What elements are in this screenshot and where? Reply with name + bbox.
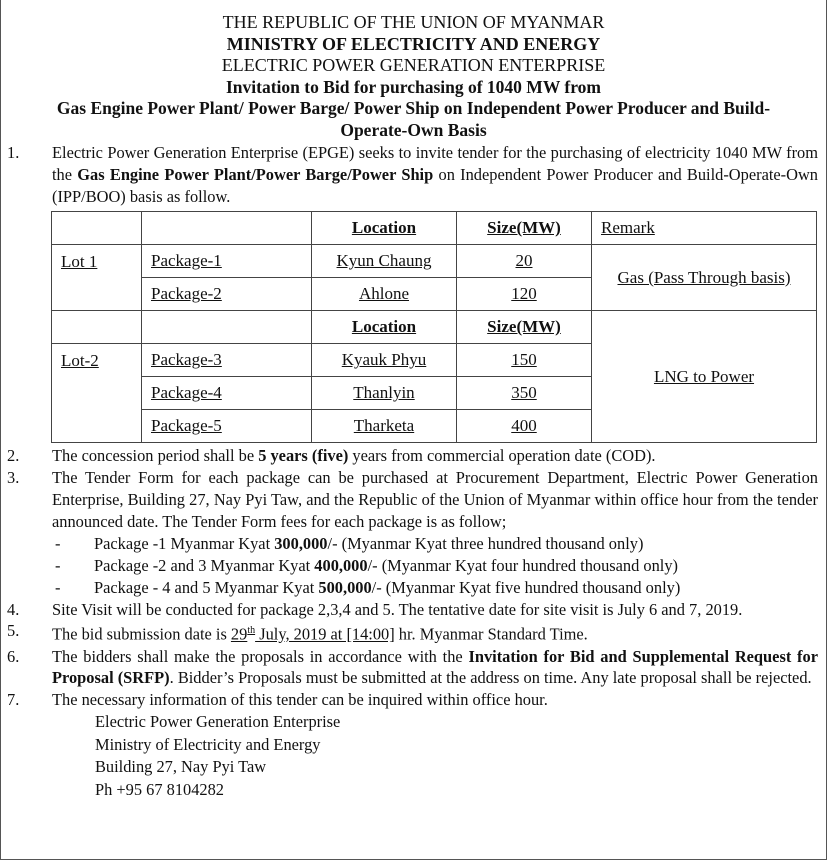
package-name: Package-4	[142, 377, 312, 410]
package-location: Tharketa	[312, 410, 457, 443]
item-text: Electric Power Generation Enterprise (EPGE) seeks to invite tender for the purchasing of electricity 1040 MW from the	[52, 143, 818, 184]
header-title-3: Operate-Own Basis	[340, 119, 487, 140]
item-text: The bidders shall make the proposals in accordance with the	[52, 646, 469, 666]
remark-lng: LNG to Power	[592, 311, 817, 443]
item-text: Site Visit will be conducted for package 2,3,4 and 5. The tentative date for site visit is July 6 and 7, 2019.	[52, 599, 743, 619]
item-number: 4.	[7, 599, 20, 619]
phone-number: Ph +95 67 8104282	[95, 779, 224, 799]
table-cell	[142, 212, 312, 245]
item-bold: Gas Engine Power Plant/Power Barge/Power Ship	[77, 164, 434, 184]
item-text: The Tender Form for each package can be purchased at Procurement Department, Electric Power Generation Enterprise, Building 27, Nay Pyi Taw, and the Republic of the Union of Myanmar within office hour from the tender announced date. The Tender Form fees for each package is as follow;	[52, 468, 818, 531]
fee-dash: -	[55, 577, 61, 597]
item-bold: Invitation for Bid and Supplemental Request for Proposal (SRFP)	[52, 646, 818, 688]
size-header: Size(MW)	[457, 311, 592, 344]
fee-amount: 400,000	[314, 555, 368, 575]
fee-item	[1, 577, 826, 599]
fee-dash: -	[55, 555, 61, 575]
item-text: hr. Myanmar Standard Time.	[394, 624, 588, 644]
package-name: Package-3	[142, 344, 312, 377]
item-text: The concession period shall be	[52, 446, 259, 466]
item-text: on Independent Power Producer and Build-Operate-Own (IPP/BOO) basis as follow.	[52, 164, 819, 206]
header-republic: THE REPUBLIC OF THE UNION OF MYANMAR	[222, 12, 605, 32]
bid-date-suffix: th	[247, 625, 256, 637]
package-size: 150	[457, 344, 592, 377]
table-header-row	[52, 311, 817, 344]
bid-date-day: 29	[230, 624, 248, 644]
item-text: The bid submission date is	[52, 624, 231, 644]
fee-text: /- (Myanmar Kyat five hundred thousand only)	[371, 577, 681, 597]
item-number: 2.	[7, 446, 20, 466]
package-name: Package-2	[142, 278, 312, 311]
package-location: Kyun Chaung	[312, 245, 457, 278]
header-enterprise: ELECTRIC POWER GENERATION ENTERPRISE	[221, 55, 606, 75]
address-line: Building 27, Nay Pyi Taw	[95, 757, 267, 777]
fee-text: /- (Myanmar Kyat three hundred thousand only)	[327, 533, 644, 553]
package-size: 350	[457, 377, 592, 410]
package-name: Package-1	[142, 245, 312, 278]
package-size: 120	[457, 278, 592, 311]
fee-text: Package - 4 and 5 Myanmar Kyat	[94, 577, 319, 597]
size-header: Size(MW)	[457, 212, 592, 245]
fee-amount: 500,000	[318, 577, 372, 597]
package-name: Package-5	[142, 410, 312, 443]
table-row	[52, 245, 817, 278]
fee-dash: -	[55, 533, 61, 553]
table-cell	[52, 212, 142, 245]
package-location: Thanlyin	[312, 377, 457, 410]
bid-date: July, 2019 at [14:00]	[255, 624, 395, 644]
remark-header: Remark	[592, 212, 817, 245]
item-6	[1, 646, 826, 690]
lot-label: Lot 1	[52, 245, 142, 311]
address-line: Ministry of Electricity and Energy	[95, 734, 321, 754]
lot-label: Lot-2	[52, 344, 142, 443]
item-7	[1, 689, 826, 711]
item-number: 6.	[7, 646, 20, 666]
fee-item	[1, 555, 826, 577]
package-table	[51, 211, 817, 443]
fee-text: /- (Myanmar Kyat four hundred thousand only)	[367, 555, 679, 575]
item-number: 5.	[7, 621, 20, 641]
address-line: Electric Power Generation Enterprise	[95, 712, 341, 732]
fee-item	[1, 533, 826, 555]
remark-gas: Gas (Pass Through basis)	[592, 245, 817, 311]
fee-text: Package -2 and 3 Myanmar Kyat	[94, 555, 315, 575]
notice-header	[1, 0, 826, 141]
location-header: Location	[312, 311, 457, 344]
item-number: 3.	[7, 468, 20, 488]
package-location: Kyauk Phyu	[312, 344, 457, 377]
contact-address	[95, 711, 826, 801]
item-4	[1, 599, 826, 621]
header-ministry: MINISTRY OF ELECTRICITY AND ENERGY	[226, 33, 601, 54]
header-title-1: Invitation to Bid for purchasing of 1040 MW from	[226, 76, 601, 97]
item-text: years from commercial operation date (COD).	[348, 446, 656, 466]
fee-amount: 300,000	[274, 533, 328, 553]
item-number: 7.	[7, 690, 20, 710]
item-text: . Bidder’s Proposals must be submitted at the address on time. Any late proposal shall be rejected.	[169, 668, 812, 688]
package-location: Ahlone	[312, 278, 457, 311]
item-1	[1, 142, 826, 207]
table-cell	[142, 311, 312, 344]
item-number: 1.	[7, 143, 20, 162]
table-cell	[52, 311, 142, 344]
location-header: Location	[312, 212, 457, 245]
item-5	[1, 620, 826, 645]
item-2	[1, 445, 826, 467]
item-bold: 5 years (five)	[258, 446, 349, 466]
header-title-2: Gas Engine Power Plant/ Power Barge/ Power Ship on Independent Power Producer and Build-	[56, 98, 771, 118]
table-header-row	[52, 212, 817, 245]
package-size: 400	[457, 410, 592, 443]
package-size: 20	[457, 245, 592, 278]
item-3	[1, 467, 826, 532]
item-text: The necessary information of this tender can be inquired within office hour.	[52, 690, 548, 710]
fee-text: Package -1 Myanmar Kyat	[94, 533, 275, 553]
